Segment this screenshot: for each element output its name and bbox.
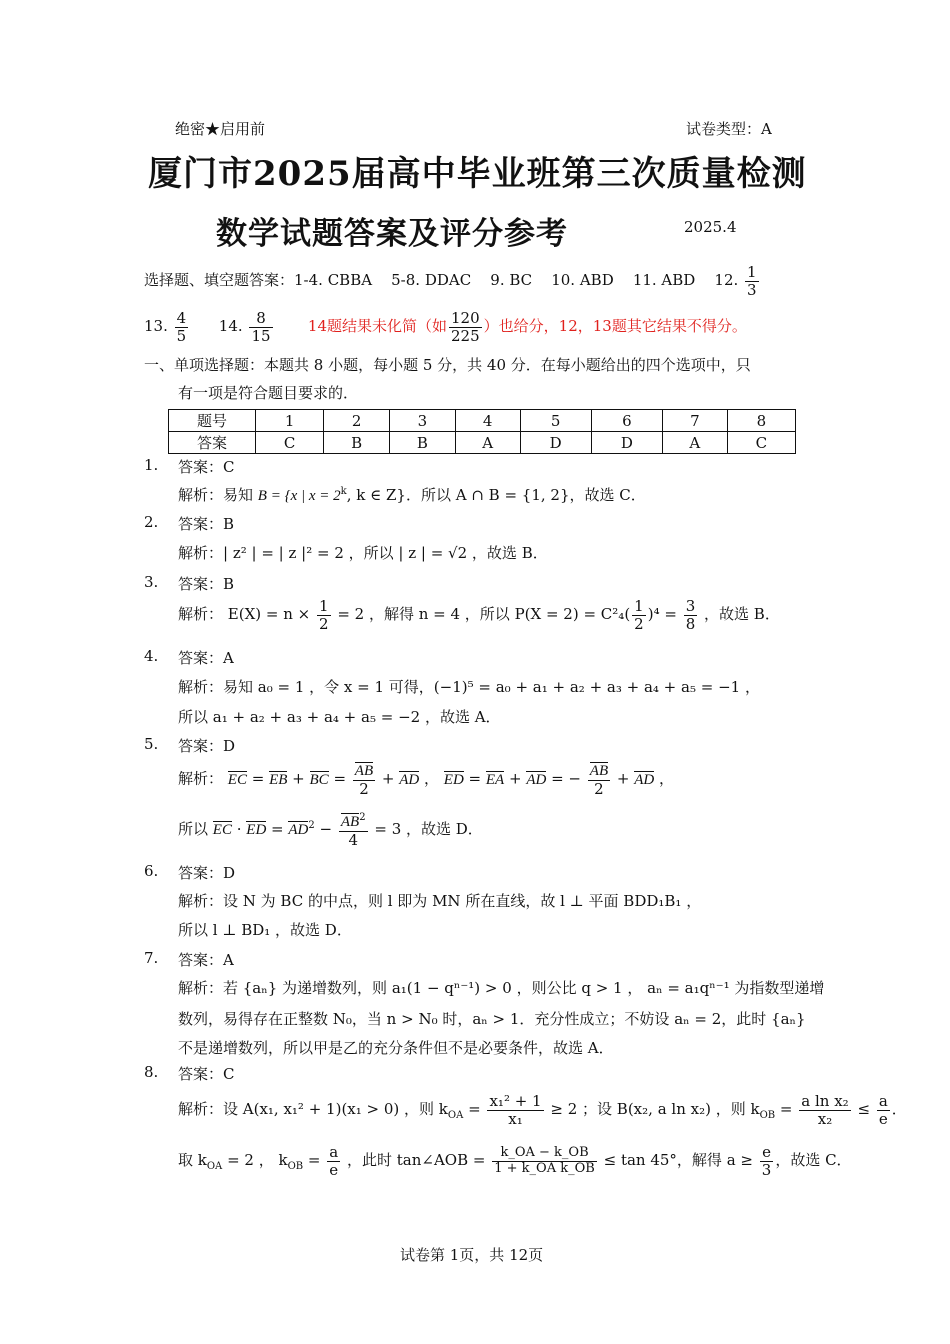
q7-solution-line1: 解析：若 {aₙ} 为递增数列，则 a₁(1 − qⁿ⁻¹) > 0 ，则公比 q > 1 ， aₙ = a₁qⁿ⁻¹ 为指数型递增: [178, 979, 825, 997]
table-cell: 7: [662, 410, 727, 432]
title-date: 2025.4: [684, 218, 737, 236]
summary-line2: [144, 310, 747, 344]
fraction: $\frac{AB}{2}$: [589, 763, 609, 798]
table-cell: A: [455, 432, 520, 454]
table-cell: C: [727, 432, 795, 454]
table-cell: 8: [727, 410, 795, 432]
fraction: $\frac{e}{3}$: [761, 1143, 772, 1179]
section1-heading-cont: 有一项是符合题目要求的．: [178, 384, 359, 402]
fraction: $\frac{k\_OA - k\_OB}{\text{1 + k\_OA k\_OB}}$: [494, 1145, 595, 1176]
fraction: $\frac{1}{2}$: [318, 597, 329, 633]
summary-5-8: 5-8. DDAC: [391, 271, 472, 289]
q6-answer: 答案：D: [178, 864, 236, 882]
q1-number: 1.: [144, 456, 159, 474]
section1-heading: 一、单项选择题：本题共 8 小题，每小题 5 分，共 40 分．在每小题给出的四个选项中，只: [144, 356, 751, 374]
summary-9: 9. BC: [490, 271, 533, 289]
summary-line1: [144, 264, 761, 298]
q5-number: 5.: [144, 735, 159, 753]
exam-type: 试卷类型：A: [686, 120, 772, 138]
fraction: $\frac{3}{8}$: [685, 597, 696, 633]
secret-mark: 绝密★启用前: [175, 120, 266, 138]
answer-table-header: 答案: [169, 432, 256, 454]
q3-answer: 答案：B: [178, 575, 235, 593]
table-cell: 2: [324, 410, 390, 432]
q2-solution: 解析：| z² | = | z |² = 2 ，所以 | z | = √2 ，故选 B．: [178, 544, 548, 562]
q7-solution-line3: 不是递增数列，所以甲是乙的充分条件但不是必要条件，故选 A．: [178, 1039, 614, 1057]
q8-solution-line1: 解析：设 A(x₁, x₁² + 1)(x₁ > 0) ，则 $k_{OA}$ = $\frac{\text{x₁² + 1}}{\text{x₁}}$ ≥ 2 ；设 B(x₂, a ln x₂) ，则 $k_{OB}$ = $\frac{\text{a ln x₂}}{\text{x₂}}$ ≤ $\frac{a}{e}$ ．: [178, 1092, 907, 1128]
answer-table-header: 题号: [169, 410, 256, 432]
q13-fraction: $\frac{4}{5}$: [176, 309, 187, 345]
note-fraction: $\frac{120}{225}$: [451, 309, 480, 345]
q14-fraction: $\frac{8}{15}$: [251, 309, 271, 345]
q8-number: 8.: [144, 1063, 159, 1081]
q6-solution-line1: 解析：设 N 为 BC 的中点，则 l 即为 MN 所在直线，故 l ⊥ 平面 BDD₁B₁ ，: [178, 892, 702, 910]
q2-answer: 答案：B: [178, 515, 235, 533]
summary-13-label: 13.: [144, 317, 168, 335]
q4-solution-line1: 解析：易知 a₀ = 1 ，令 x = 1 可得，(−1)⁵ = a₀ + a₁ + a₂ + a₃ + a₄ + a₅ = −1 ，: [178, 678, 760, 696]
q1-solution: 解析：易知 B = {x | $x = 2^k$, k ∈ Z}．所以 A ∩ B = {1, 2}，故选 C．: [178, 486, 646, 504]
q4-number: 4.: [144, 647, 159, 665]
q5-solution-line2: 所以 EC · ED = $AD^2$ − $\frac{AB^2}{4}$ = 3 ，故选 D．: [178, 812, 483, 849]
q1-answer: 答案：C: [178, 458, 235, 476]
table-cell: 4: [455, 410, 520, 432]
summary-11: 11. ABD: [632, 271, 696, 289]
table-cell: B: [390, 432, 456, 454]
table-cell: D: [591, 432, 662, 454]
fraction: $\frac{\text{a ln x₂}}{\text{x₂}}$: [801, 1092, 849, 1128]
q6-number: 6.: [144, 862, 159, 880]
summary-12-label: 12.: [714, 271, 739, 289]
q4-solution-line2: 所以 a₁ + a₂ + a₃ + a₄ + a₅ = −2 ，故选 A．: [178, 708, 501, 726]
q3-number: 3.: [144, 573, 159, 591]
answer-table-row-questions: [169, 410, 796, 432]
q7-solution-line2: 数列，易得存在正整数 N₀，当 n > N₀ 时，aₙ > 1．充分性成立；不妨设 aₙ = 2，此时 {aₙ}: [178, 1010, 806, 1028]
grading-note: 14题结果未化简（如 $\frac{120}{225}$ ）也给分，12，13题其它结果不得分。: [307, 309, 747, 345]
summary-1-4: 1-4. CBBA: [294, 271, 373, 289]
q7-answer: 答案：A: [178, 951, 234, 969]
table-cell: C: [256, 432, 324, 454]
q5-answer: 答案：D: [178, 737, 236, 755]
table-cell: D: [520, 432, 591, 454]
summary-10: 10. ABD: [551, 271, 614, 289]
table-cell: 5: [520, 410, 591, 432]
table-cell: B: [324, 432, 390, 454]
fraction: $\frac{AB}{2}$: [354, 763, 374, 798]
table-cell: 1: [256, 410, 324, 432]
title-line2: 数学试题答案及评分参考: [216, 216, 568, 252]
table-cell: A: [662, 432, 727, 454]
fraction: $\frac{1}{2}$: [634, 597, 644, 633]
q6-solution-line2: 所以 l ⊥ BD₁ ，故选 D．: [178, 921, 352, 939]
q3-solution: 解析： E(X) = n × $\frac{1}{2}$ = 2 ，解得 n = 4 ，所以 P(X = 2) = C²₄( $\frac{1}{2}$ )⁴ = $\frac{3}{8}$ ，故选 B．: [178, 597, 780, 633]
summary-label: 选择题、填空题答案：: [144, 271, 295, 289]
q2-number: 2.: [144, 513, 159, 531]
fraction: $\frac{a}{e}$: [329, 1143, 339, 1179]
q12-fraction: $\frac{1}{3}$: [747, 263, 757, 299]
q8-answer: 答案：C: [178, 1065, 235, 1083]
q5-solution-line1: 解析： EC = EB + BC = $\frac{AB}{2}$ + AD ， ED = EA + AD = − $\frac{AB}{2}$ + AD ，: [178, 763, 674, 798]
page-footer: 试卷第 1页，共 12页: [400, 1246, 544, 1264]
answer-table: [168, 409, 796, 454]
title-line1: 厦门市2025届高中毕业班第三次质量检测: [148, 154, 807, 194]
fraction: $\frac{\text{x₁² + 1}}{\text{x₁}}$: [489, 1092, 542, 1128]
table-cell: 6: [591, 410, 662, 432]
answer-table-row-answers: [169, 432, 796, 454]
table-cell: 3: [390, 410, 456, 432]
q8-solution-line2: 取 $k_{OA} = 2$ ， $k_{OB}$ = $\frac{a}{e}$ ，此时 tan∠AOB = $\frac{k\_OA - k\_OB}{\text{1 + k\_OA k\_OB}}$ ≤ tan 45°，解得 a ≥ $\frac{e}{3}$ ，故选 C．: [178, 1143, 852, 1179]
fraction: $\frac{AB^2}{4}$: [340, 812, 366, 849]
q4-answer: 答案：A: [178, 649, 234, 667]
summary-14-label: 14.: [218, 317, 243, 335]
q7-number: 7.: [144, 949, 159, 967]
fraction: $\frac{a}{e}$: [878, 1092, 888, 1128]
